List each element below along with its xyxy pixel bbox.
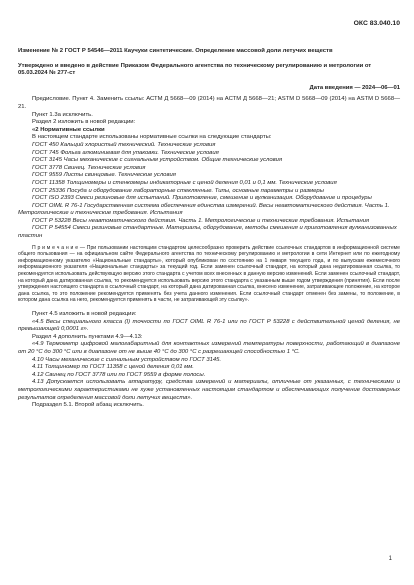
section-2-title: «2 Нормативные ссылки [32,126,105,133]
page-number: 1 [388,556,392,562]
reference-item: ГОСТ 25336 Посуда и оборудование лабораторные стеклянные. Типы, основные параметры и размеры [32,187,324,194]
reference-item: ГОСТ ISO 2393 Смеси резиновые для испытаний. Приготовление, смешение и вулканизация. Оборудование и процедуры [32,195,372,202]
reference-item: ГОСТ OIML R 76-1 Государственная система обеспечения единства измерений. Весы неавтоматического действия. Часть 1. Метрологические и технические требования. Испытания [18,202,390,217]
section-4-instruction: Раздел 4 дополнить пунктами 4.9—4.13: [32,333,143,340]
reference-list [18,142,400,241]
document-page [18,12,400,410]
reference-note: П р и м е ч а н и е — При пользовании настоящим стандартом целесообразно проверить действие ссылочных стандартов в информационной системе общего пользования — на официальном сайте Федерального агентства по техническому регулированию и метрологии в сети Интернет или по ежегодному информационному указателю «Национальные стандарты», который опубликован по состоянию на 1 января текущего года, и по выпускам ежемесячного информационного указателя «Национальные стандарты» за текущий год. Если заменен ссылочный стандарт, на который дана недатированная ссылка, то рекомендуется использовать действующую версию этого стандарта с учетом всех внесенных в данную версию изменений. Если заменен ссылочный стандарт, на который дана датированная ссылка, то рекомендуется использовать версию этого стандарта с указанным выше годом утверждения (принятия). Если после утверждения настоящего стандарта в ссылочный стандарт, на который дана датированная ссылка, внесено изменение, затрагивающее положение, на которое дана ссылка, то это положение рекомендуется применять без учета данного изменения. Если ссылочный стандарт отменен без замены, то положение, в котором дана ссылка на него, рекомендуется применять в части, не затрагивающей эту ссылку». [18,244,400,304]
document-title: Изменение № 2 ГОСТ Р 54546—2011 Каучуки синтетические. Определение массовой доли летучих веществ [18,48,333,54]
approval-statement: Утверждено и введено в действие Приказом Федерального агентства по техническому регулированию и метрологии от 05.03.2024 № 277-ст [18,62,372,77]
clause-4-9: «4.9 Термометр цифровой малогабаритный для контактных измерений температуры поверхности, работающий в диапазоне от 20 °С до 300 °С или в диапазоне от не выше 40 °С до 300 °С с разрешающей способностью 1 °С. [18,341,400,355]
reference-item: ГОСТ 3145 Часы механические с сигнальным устройством. Общие технические условия [32,157,283,164]
subsection-5-1-instruction: Подраздел 5.1. Второй абзац исключить. [32,402,144,409]
reference-item: ГОСТ 450 Кальций хлористый технический. Технические условия [32,141,216,148]
classification-code: ОКС 83.040.10 [353,20,400,27]
preface-paragraph: Предисловие. Пункт 4. Заменить ссылы: АСТМ Д 5668—09 (2014) на АСТМ Д 5668—21; ASTM D 5668—09 (2014) на ASTM D 5668—21. [18,96,400,110]
reference-item: ГОСТ Р 53228 Весы неавтоматического действия. Часть 1. Метрологические и технические требования. Испытания [32,217,370,224]
clause-4-10: 4.10 Часы механические с сигнальным устройством по ГОСТ 3145. [32,356,222,363]
clause-1-3a: Пункт 1.3а исключить. [32,111,93,118]
clause-4-5: «4.5 Весы специального класса (I) точности по ГОСТ OIML R 76-1 или по ГОСТ Р 53228 с действительной ценой деления, не превышающей 0,0001 г». [18,318,400,333]
section-2-instruction: Раздел 2 изложить в новой редакции: [32,119,136,126]
clause-4-13: 4.13 Допускается использовать аппаратуру, средства измерений и материалы, отличные от указанных, с техническими и метрологическими характеристиками не хуже установленных настоящим стандартом и обеспечивающих получение достоверных результатов определения массовой доли летучих веществ». [18,379,400,401]
reference-item: ГОСТ 3778 Свинец. Технические условия [32,164,146,171]
reference-item: ГОСТ 11358 Толщиномеры и стенкомеры индикаторные с ценой деления 0,01 и 0,1 мм. Технические условия [32,179,337,186]
reference-item: ГОСТ 9559 Листы свинцовые. Технические условия [32,172,176,179]
clause-4-12: 4.12 Свинец по ГОСТ 3778 или по ГОСТ 9559 в форме полосы. [32,371,206,378]
clause-4-11: 4.11 Толщиномер по ГОСТ 11358 с ценой деления 0,01 мм. [32,364,194,371]
reference-item: ГОСТ Р 54554 Смеси резиновые стандартные. Материалы, оборудование, методы смешения и приготовления вулканизованных пластин [18,225,397,240]
clause-4-5-instruction: Пункт 4.5 изложить в новой редакции: [32,311,137,317]
effective-date: Дата введения — 2024—06—01 [309,84,400,91]
section-2-lead: В настоящем стандарте использованы нормативные ссылки на следующие стандарты: [32,134,272,141]
reference-item: ГОСТ 745 Фольга алюминиевая для упаковки. Технические условия [32,149,219,156]
